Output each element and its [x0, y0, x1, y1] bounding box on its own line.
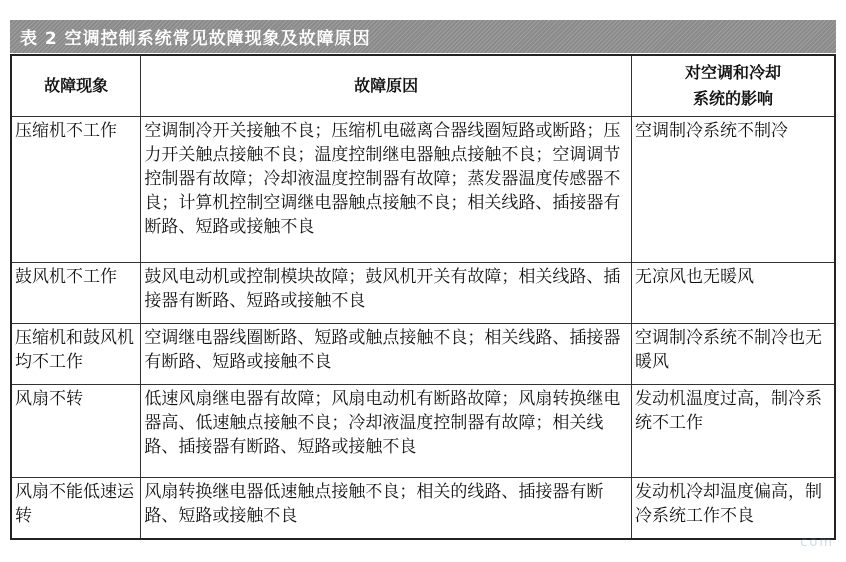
table-row [11, 478, 835, 540]
symptom-cell: 风扇不能低速运转 [11, 478, 141, 540]
cause-cell: 风扇转换继电器低速触点接触不良；相关的线路、插接器有断路、短路或接触不良 [141, 478, 632, 540]
header-symptom: 故障现象 [11, 55, 141, 117]
impact-cell: 空调制冷系统不制冷 [632, 117, 835, 263]
cause-cell: 鼓风电动机或控制模块故障；鼓风机开关有故障；相关线路、插接器有断路、短路或接触不良 [141, 263, 632, 324]
impact-cell: 空调制冷系统不制冷也无暖风 [632, 324, 835, 385]
table-row [11, 324, 835, 385]
table-row [11, 385, 835, 478]
cause-cell: 空调继电器线圈断路、短路或触点接触不良；相关线路、插接器有断路、短路或接触不良 [141, 324, 632, 385]
header-impact-line1: 对空调和冷却 [685, 63, 782, 82]
symptom-cell: 风扇不转 [11, 385, 141, 478]
table-row [11, 117, 835, 263]
table-caption: 表 2 空调控制系统常见故障现象及故障原因 [20, 29, 371, 49]
symptom-cell: 压缩机不工作 [11, 117, 141, 263]
symptom-cell: 鼓风机不工作 [11, 263, 141, 324]
table-header-row [11, 55, 835, 117]
impact-cell: 无凉风也无暖风 [632, 263, 835, 324]
header-impact [632, 55, 835, 117]
impact-cell: 发动机冷却温度偏高，制冷系统工作不良 [632, 478, 835, 540]
symptom-cell: 压缩机和鼓风机均不工作 [11, 324, 141, 385]
cause-cell: 低速风扇继电器有故障；风扇电动机有断路故障；风扇转换继电器高、低速触点接触不良；冷却液温度控制器有故障；相关线路、插接器有断路、短路或接触不良 [141, 385, 632, 478]
cause-cell: 空调制冷开关接触不良；压缩机电磁离合器线圈短路或断路；压力开关触点接触不良；温度控制继电器触点接触不良；空调调节控制器有故障；冷却液温度控制器有故障；蒸发器温度传感器不良；计算机控制空调继电器触点接触不良；相关线路、插接器有断路、短路或接触不良 [141, 117, 632, 263]
impact-cell: 发动机温度过高，制冷系统不工作 [632, 385, 835, 478]
header-impact-line2: 系统的影响 [693, 89, 774, 108]
table-row [11, 263, 835, 324]
table-caption-bar [10, 20, 836, 53]
watermark: com [800, 535, 834, 550]
header-cause: 故障原因 [141, 55, 632, 117]
fault-table [10, 54, 836, 540]
